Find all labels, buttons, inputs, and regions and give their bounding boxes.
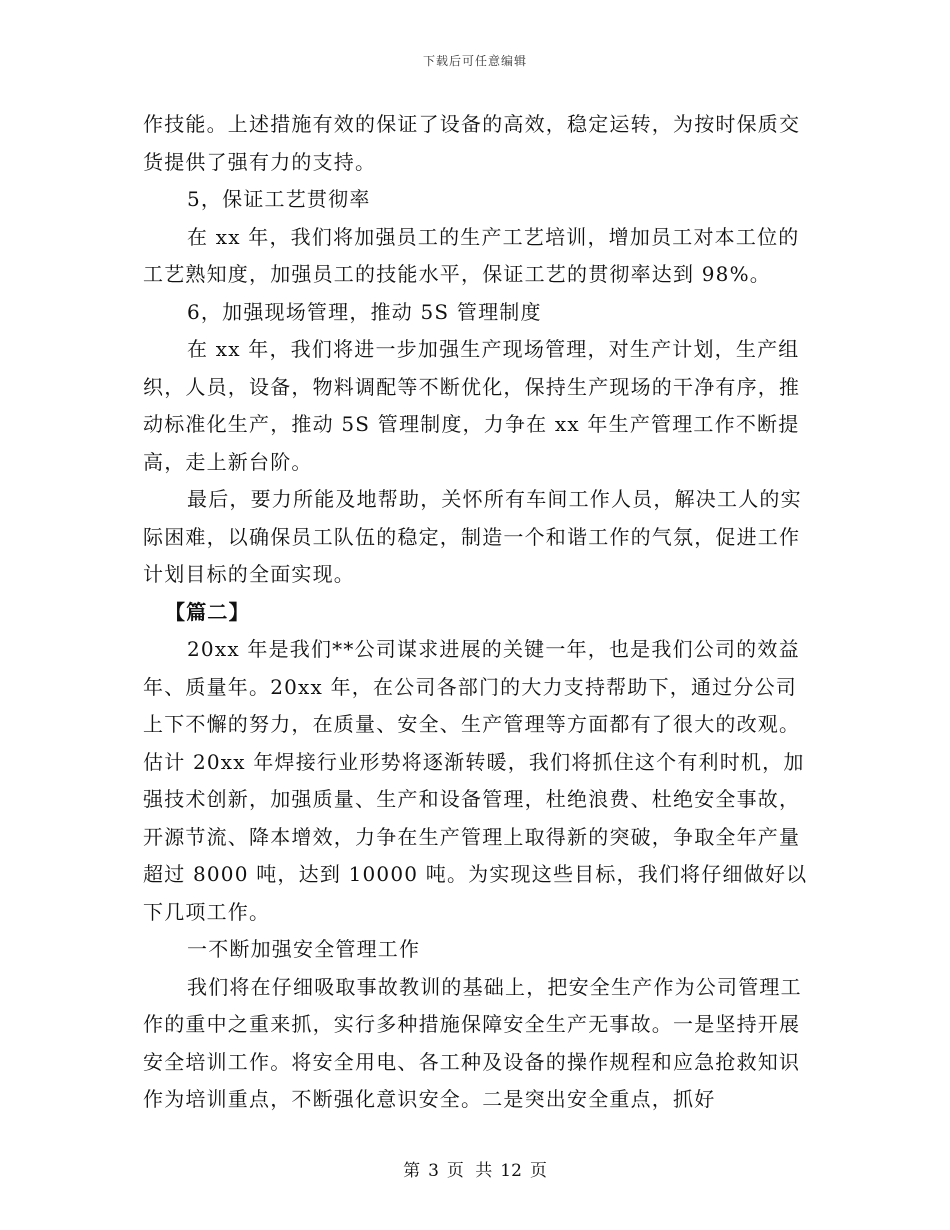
paragraph: 20xx 年是我们**公司谋求进展的关键一年，也是我们公司的效益年、质量年。20xx 年，在公司各部门的大力支持帮助下，通过分公司上下不懈的努力，在质量、安全、生产管理等方面都有了很大的改观。估计 20xx 年焊接行业形势将逐渐转暖，我们将抓住这个有利时机，加强技术创新，加强质量、生产和设备管理，杜绝浪费、杜绝安全事故，开源节流、降本增效，力争在生产管理上取得新的突破，争取全年产量超过 8000 吨，达到 10000 吨。为实现这些目标，我们将仔细做好以下几项工作。 xyxy=(143,637,808,924)
footer-prefix: 第 xyxy=(403,1161,421,1181)
section-heading-safety: 一不断加强安全管理工作 xyxy=(187,937,421,961)
paragraph: 我们将在仔细吸取事故教训的基础上，把安全生产作为公司管理工作的重中之重来抓，实行多种措施保障安全生产无事故。一是坚持开展安全培训工作。将安全用电、各工种及设备的操作规程和应急抢救知识作为培训重点，不断强化意识安全。二是突出安全重点，抓好 xyxy=(143,974,802,1111)
paragraph: 在 xx 年，我们将加强员工的生产工艺培训，增加员工对本工位的工艺熟知度，加强员工的技能水平，保证工艺的贯彻率达到 98%。 xyxy=(143,224,800,286)
footer-middle: 页 共 xyxy=(446,1161,493,1181)
section-heading-5: 5，保证工艺贯彻率 xyxy=(187,187,371,211)
paragraph-continuation: 作技能。上述措施有效的保证了设备的高效，稳定运转，为按时保质交货提供了强有力的支持。 xyxy=(143,112,801,174)
page-footer xyxy=(0,1156,950,1181)
footer-current-page: 3 xyxy=(428,1161,439,1181)
paragraph: 在 xx 年，我们将进一步加强生产现场管理，对生产计划，生产组织，人员，设备，物料调配等不断优化，保持生产现场的干净有序，推动标准化生产，推动 5S 管理制度，力争在 xx 年生产管理工作不断提高，走上新台阶。 xyxy=(143,337,801,474)
section-heading-6: 6，加强现场管理，推动 5S 管理制度 xyxy=(187,299,542,324)
footer-total-pages: 12 xyxy=(500,1161,522,1181)
footer-suffix: 页 xyxy=(529,1161,547,1181)
document-body xyxy=(143,106,813,1119)
paragraph: 最后，要力所能及地帮助，关怀所有车间工作人员，解决工人的实际困难，以确保员工队伍的稳定，制造一个和谐工作的气氛，促进工作计划目标的全面实现。 xyxy=(143,487,802,586)
part-two-heading: 【篇二】 xyxy=(165,599,250,624)
page-header: 下载后可任意编辑 xyxy=(422,54,527,68)
